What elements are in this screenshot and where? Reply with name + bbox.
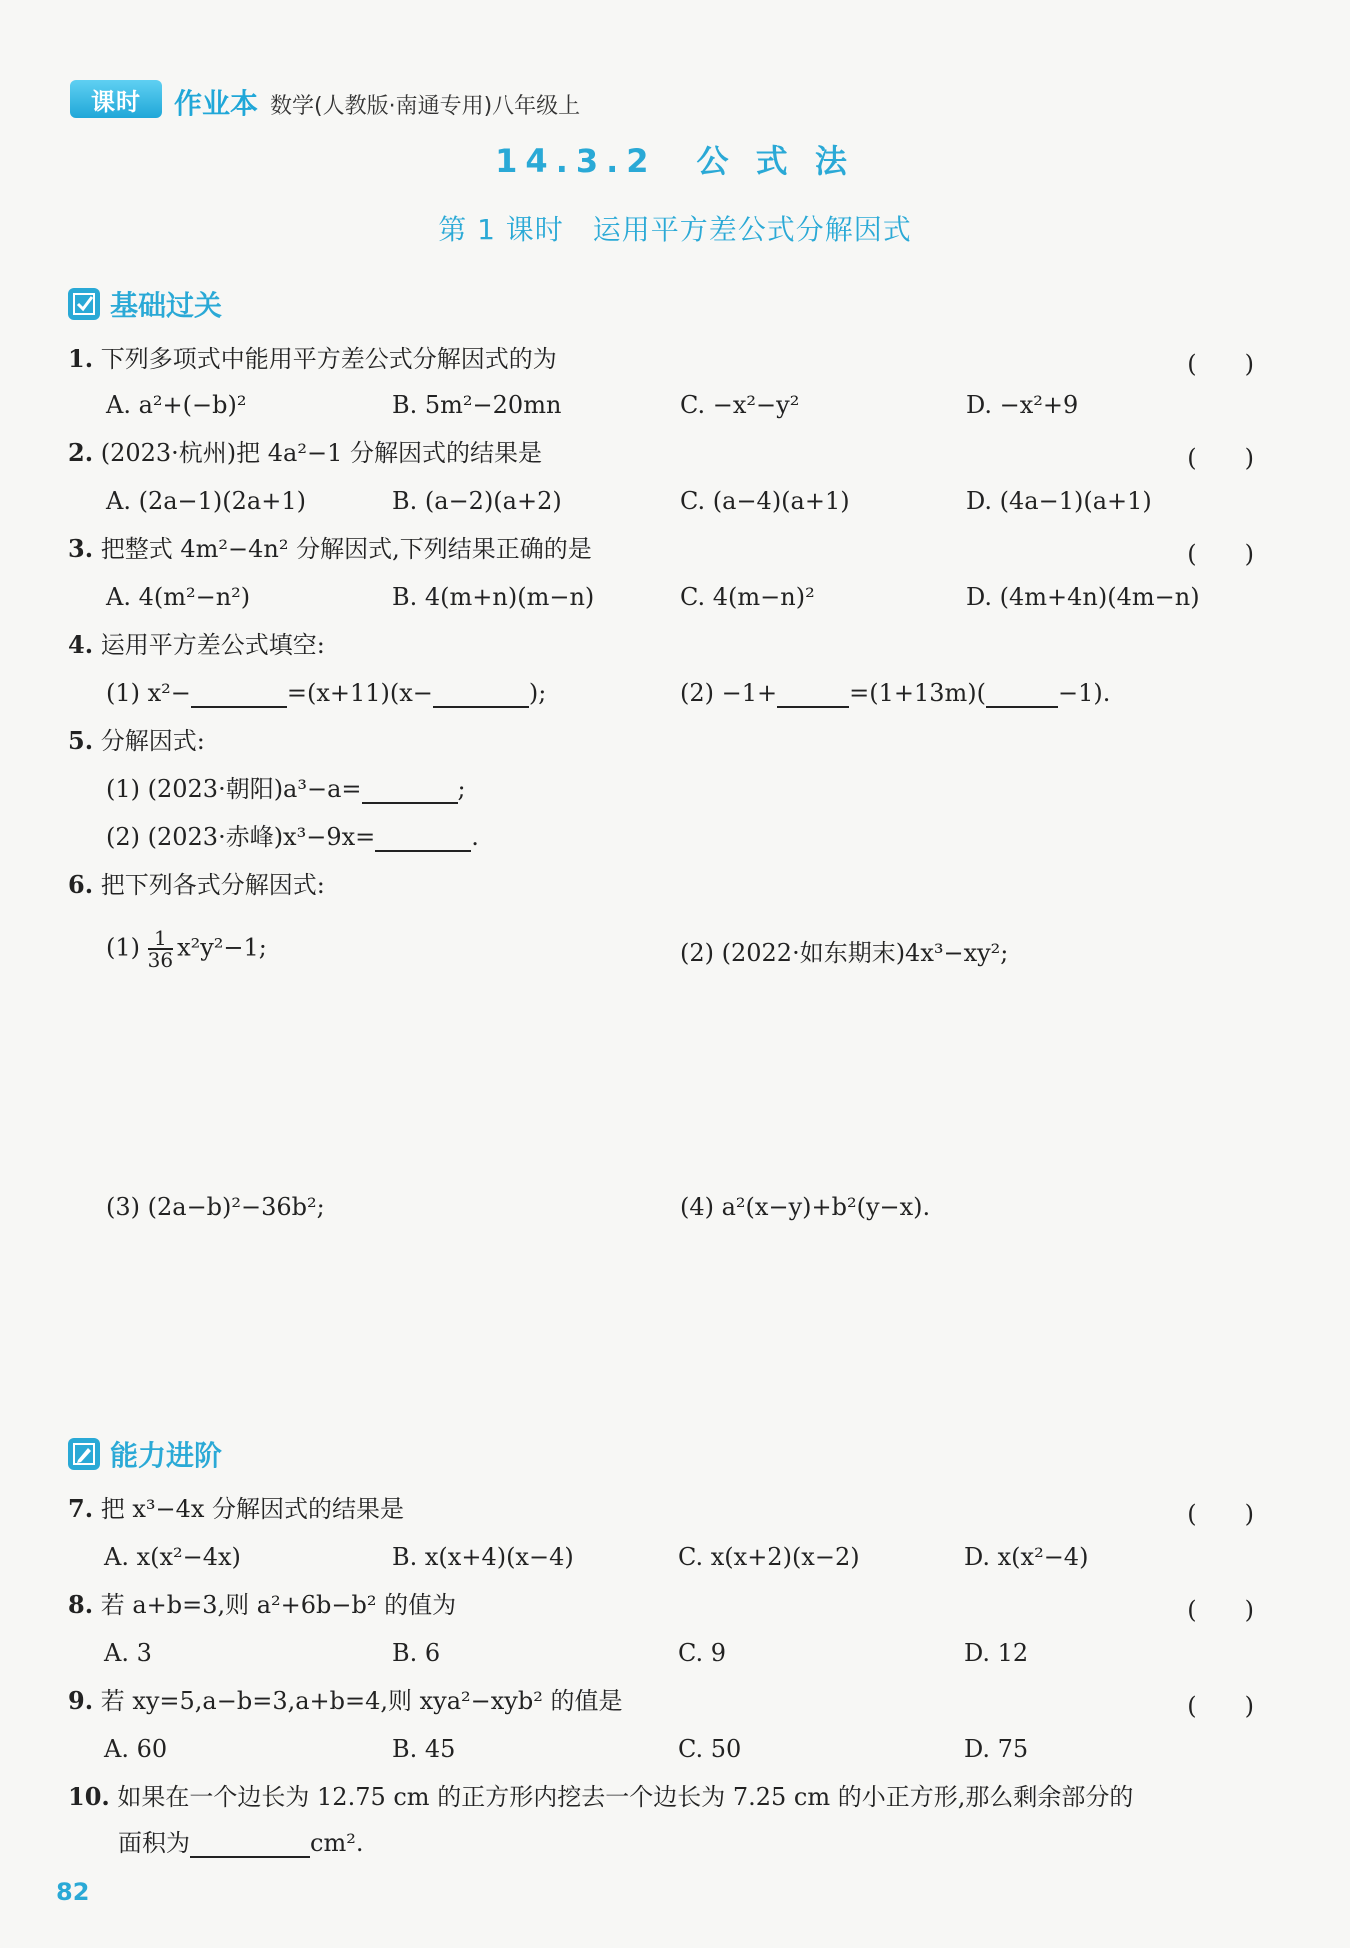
blank-field[interactable]: [362, 780, 458, 804]
question-10-line-2: 面积为 cm².: [118, 1829, 364, 1857]
question-5-part-1: (1) (2023·朝阳)a³−a= ;: [106, 775, 466, 803]
section-advanced: [68, 1434, 222, 1474]
question-6-part-3: (3) (2a−b)²−36b²;: [106, 1193, 325, 1221]
option-b[interactable]: B. 6: [392, 1639, 441, 1667]
question-6-part-4: (4) a²(x−y)+b²(y−x).: [680, 1193, 931, 1221]
question-4-part-2: (2) −1+ =(1+13m)( −1).: [680, 679, 1111, 707]
page-number: 82: [56, 1878, 90, 1906]
option-a[interactable]: A. 3: [104, 1639, 152, 1667]
page-header: [70, 78, 580, 118]
option-d[interactable]: D. 12: [964, 1639, 1029, 1667]
option-b[interactable]: B. 45: [392, 1735, 456, 1763]
answer-paren[interactable]: ( ): [1187, 540, 1254, 568]
fraction: $\frac{1}{36}$: [147, 926, 174, 972]
blank-field[interactable]: [777, 684, 849, 708]
question-10: 10. 如果在一个边长为 12.75 cm 的正方形内挖去一个边长为 7.25 cm 的小正方形,那么剩余部分的: [68, 1782, 1134, 1811]
checkbox-icon: [68, 288, 100, 320]
option-d[interactable]: D. x(x²−4): [964, 1543, 1089, 1571]
option-b[interactable]: B. 4(m+n)(m−n): [392, 583, 595, 611]
blank-field[interactable]: [986, 684, 1058, 708]
option-d[interactable]: D. −x²+9: [966, 391, 1079, 419]
option-d[interactable]: D. (4m+4n)(4m−n): [966, 583, 1200, 611]
option-a[interactable]: A. a²+(−b)²: [106, 391, 247, 419]
section-label: 基础过关: [110, 289, 223, 322]
section-label: 能力进阶: [110, 1439, 223, 1472]
page-subtitle: 第 1 课时 运用平方差公式分解因式: [438, 213, 912, 246]
question-4: 4. 运用平方差公式填空:: [68, 630, 325, 659]
page-title: 14.3.2 公 式 法: [495, 142, 855, 180]
option-a[interactable]: A. x(x²−4x): [104, 1543, 241, 1571]
section-basic: [68, 284, 222, 324]
question-5-part-2: (2) (2023·赤峰)x³−9x= .: [106, 823, 479, 851]
subject-label: 数学(人教版·南通专用)八年级上: [270, 94, 581, 119]
question-4-part-1: (1) x²− =(x+11)(x− );: [106, 679, 547, 707]
option-c[interactable]: C. −x²−y²: [680, 391, 800, 419]
pencil-icon: [68, 1438, 100, 1470]
answer-paren[interactable]: ( ): [1187, 1596, 1254, 1624]
logo: 课时: [70, 80, 162, 118]
option-d[interactable]: D. (4a−1)(a+1): [966, 487, 1152, 515]
blank-field[interactable]: [191, 684, 287, 708]
question-6-part-2: (2) (2022·如东期末)4x³−xy²;: [680, 939, 1009, 967]
option-a[interactable]: A. (2a−1)(2a+1): [106, 487, 306, 515]
question-8: 8. 若 a+b=3,则 a²+6b−b² 的值为: [68, 1590, 457, 1619]
answer-paren[interactable]: ( ): [1187, 1500, 1254, 1528]
option-c[interactable]: C. 50: [678, 1735, 742, 1763]
option-c[interactable]: C. 9: [678, 1639, 727, 1667]
question-6-part-1: (1) $\frac{1}{36}$ x²y²−1;: [106, 926, 267, 972]
answer-paren[interactable]: ( ): [1187, 1692, 1254, 1720]
blank-field[interactable]: [375, 828, 471, 852]
option-c[interactable]: C. (a−4)(a+1): [680, 487, 850, 515]
blank-field[interactable]: [190, 1834, 310, 1858]
option-a[interactable]: A. 60: [104, 1735, 168, 1763]
answer-paren[interactable]: ( ): [1187, 350, 1254, 378]
question-1: 1. 下列多项式中能用平方差公式分解因式的为: [68, 344, 557, 373]
option-b[interactable]: B. 5m²−20mn: [392, 391, 562, 419]
option-c[interactable]: C. x(x+2)(x−2): [678, 1543, 860, 1571]
option-a[interactable]: A. 4(m²−n²): [106, 583, 251, 611]
question-9: 9. 若 xy=5,a−b=3,a+b=4,则 xya²−xyb² 的值是: [68, 1686, 623, 1715]
option-b[interactable]: B. x(x+4)(x−4): [392, 1543, 574, 1571]
option-d[interactable]: D. 75: [964, 1735, 1029, 1763]
question-3: 3. 把整式 4m²−4n² 分解因式,下列结果正确的是: [68, 534, 592, 563]
brand-name: 作业本: [174, 87, 259, 120]
blank-field[interactable]: [433, 684, 529, 708]
question-7: 7. 把 x³−4x 分解因式的结果是: [68, 1494, 405, 1523]
question-6: 6. 把下列各式分解因式:: [68, 870, 325, 899]
option-c[interactable]: C. 4(m−n)²: [680, 583, 815, 611]
question-5: 5. 分解因式:: [68, 726, 205, 755]
question-2: 2. (2023·杭州)把 4a²−1 分解因式的结果是: [68, 438, 542, 467]
option-b[interactable]: B. (a−2)(a+2): [392, 487, 562, 515]
answer-paren[interactable]: ( ): [1187, 444, 1254, 472]
